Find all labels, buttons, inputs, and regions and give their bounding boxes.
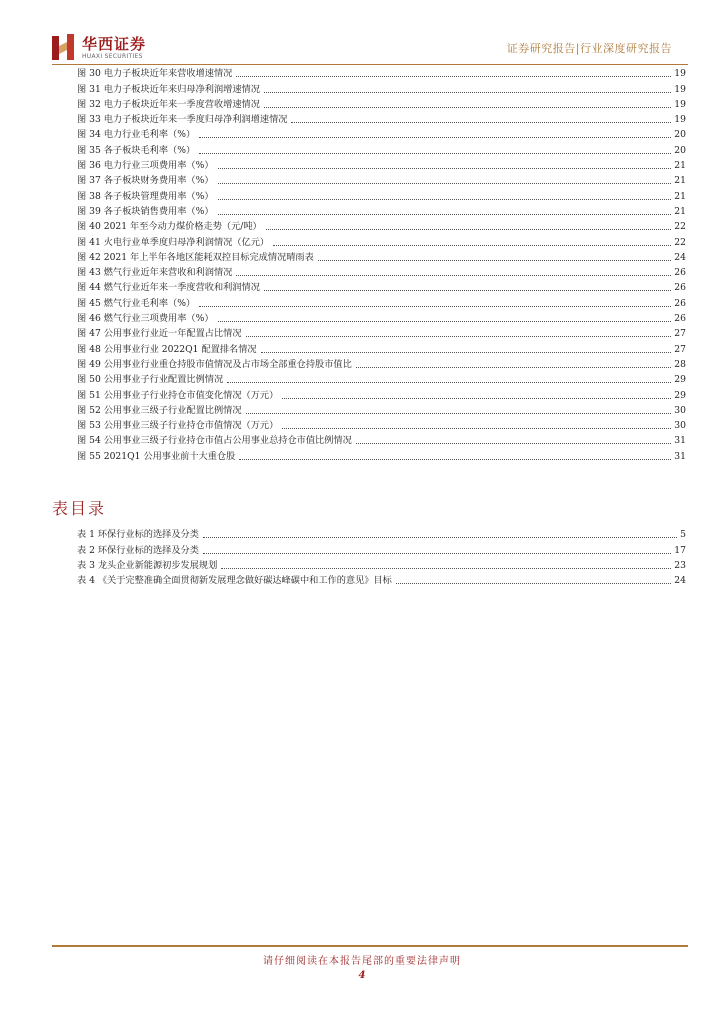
dot-leader — [236, 76, 671, 77]
table-entry[interactable] — [77, 556, 686, 571]
page-header — [52, 30, 672, 64]
legal-notice: 请仔细阅读在本报告尾部的重要法律声明 — [263, 956, 461, 967]
entry-label: 表 3 龙头企业新能源初步发展规划 — [77, 559, 218, 571]
entry-label: 表 4 《关于完整准确全面贯彻新发展理念做好碳达峰碳中和工作的意见》目标 — [77, 575, 392, 587]
tables-section-title: 表目录 — [52, 499, 107, 518]
figure-entry[interactable] — [77, 64, 686, 79]
dot-leader — [218, 168, 672, 169]
entry-label: 图 54 公用事业三级子行业持仓市值占公用事业总持仓市值比例情况 — [77, 435, 352, 447]
dot-leader — [236, 275, 671, 276]
figure-entry[interactable] — [77, 263, 686, 278]
entry-page: 27 — [674, 343, 686, 355]
table-entry[interactable] — [77, 525, 686, 540]
figure-entry[interactable] — [77, 171, 686, 186]
figure-entry[interactable] — [77, 125, 686, 140]
dot-leader — [246, 336, 672, 337]
entry-label: 表 2 环保行业标的选择及分类 — [77, 544, 199, 556]
figure-entry[interactable] — [77, 232, 686, 247]
entry-label: 图 30 电力子板块近年来营收增速情况 — [77, 68, 233, 80]
figure-list — [77, 64, 686, 462]
entry-label: 图 45 燃气行业毛利率（%） — [77, 297, 196, 309]
entry-label: 表 1 环保行业标的选择及分类 — [77, 529, 199, 541]
figure-entry[interactable] — [77, 416, 686, 431]
figure-entry[interactable] — [77, 140, 686, 155]
entry-page: 24 — [674, 575, 686, 587]
entry-page: 17 — [674, 544, 686, 556]
figure-entry[interactable] — [77, 186, 686, 201]
entry-label: 图 36 电力行业三项费用率（%） — [77, 160, 214, 172]
figure-entry[interactable] — [77, 95, 686, 110]
entry-page: 22 — [674, 221, 686, 233]
dot-leader — [291, 122, 671, 123]
figure-entry[interactable] — [77, 293, 686, 308]
dot-leader — [261, 352, 672, 353]
entry-page: 27 — [674, 328, 686, 340]
entry-label: 图 31 电力子板块近年来归母净利润增速情况 — [77, 83, 260, 95]
figure-entry[interactable] — [77, 446, 686, 461]
figure-entry[interactable] — [77, 385, 686, 400]
dot-leader — [227, 382, 671, 383]
dot-leader — [356, 367, 672, 368]
dot-leader — [396, 583, 671, 584]
entry-page: 28 — [674, 358, 686, 370]
figure-entry[interactable] — [77, 370, 686, 385]
entry-page: 20 — [674, 129, 686, 141]
entry-page: 19 — [674, 114, 686, 126]
entry-page: 19 — [674, 83, 686, 95]
logo-text-en: HUAXI SECURITIES — [82, 53, 143, 60]
entry-page: 26 — [674, 282, 686, 294]
entry-label: 图 55 2021Q1 公用事业前十大重仓股 — [77, 450, 236, 462]
dot-leader — [203, 537, 677, 538]
entry-page: 26 — [674, 267, 686, 279]
entry-page: 20 — [674, 144, 686, 156]
dot-leader — [199, 306, 671, 307]
dot-leader — [264, 290, 671, 291]
figure-entry[interactable] — [77, 339, 686, 354]
dot-leader — [266, 229, 672, 230]
entry-label: 图 35 各子板块毛利率（%） — [77, 144, 196, 156]
dot-leader — [203, 553, 671, 554]
entry-label: 图 42 2021 年上半年各地区能耗双控目标完成情况晴雨表 — [77, 251, 314, 263]
dot-leader — [282, 428, 671, 429]
dot-leader — [264, 107, 671, 108]
entry-label: 图 41 火电行业单季度归母净利润情况（亿元） — [77, 236, 270, 248]
entry-label: 图 32 电力子板块近年来一季度营收增速情况 — [77, 98, 260, 110]
entry-label: 图 43 燃气行业近年来营收和利润情况 — [77, 267, 233, 279]
entry-label: 图 52 公用事业三级子行业配置比例情况 — [77, 404, 242, 416]
dot-leader — [218, 183, 672, 184]
entry-page: 31 — [674, 435, 686, 447]
report-type: 证券研究报告|行业深度研究报告 — [506, 42, 672, 55]
entry-page: 19 — [674, 68, 686, 80]
figure-entry[interactable] — [77, 202, 686, 217]
figure-entry[interactable] — [77, 79, 686, 94]
entry-page: 23 — [674, 559, 686, 571]
entry-label: 图 38 各子板块管理费用率（%） — [77, 190, 214, 202]
entry-page: 30 — [674, 404, 686, 416]
entry-page: 22 — [674, 236, 686, 248]
entry-label: 图 39 各子板块销售费用率（%） — [77, 205, 214, 217]
figure-entry[interactable] — [77, 156, 686, 171]
dot-leader — [199, 137, 671, 138]
dot-leader — [218, 321, 672, 322]
figure-entry[interactable] — [77, 355, 686, 370]
entry-label: 图 44 燃气行业近年来一季度营收和利润情况 — [77, 282, 260, 294]
figure-entry[interactable] — [77, 324, 686, 339]
figure-entry[interactable] — [77, 110, 686, 125]
dot-leader — [282, 398, 671, 399]
dot-leader — [264, 92, 671, 93]
page-number: 4 — [358, 970, 366, 981]
entry-label: 图 33 电力子板块近年来一季度归母净利润增速情况 — [77, 114, 288, 126]
entry-label: 图 37 各子板块财务费用率（%） — [77, 175, 214, 187]
entry-page: 21 — [674, 190, 686, 202]
entry-page: 26 — [674, 313, 686, 325]
dot-leader — [356, 443, 672, 444]
entry-label: 图 51 公用事业子行业持仓市值变化情况（万元） — [77, 389, 279, 401]
dot-leader — [218, 199, 672, 200]
footer-divider — [52, 945, 688, 947]
logo-text-cn: 华西证券 — [82, 35, 147, 53]
figure-entry[interactable] — [77, 248, 686, 263]
entry-label: 图 46 燃气行业三项费用率（%） — [77, 313, 214, 325]
entry-page: 21 — [674, 160, 686, 172]
entry-page: 29 — [674, 389, 686, 401]
entry-page: 21 — [674, 175, 686, 187]
entry-page: 31 — [674, 450, 686, 462]
figure-entry[interactable] — [77, 431, 686, 446]
entry-page: 5 — [680, 529, 686, 541]
dot-leader — [246, 413, 672, 414]
dot-leader — [273, 245, 671, 246]
entry-label: 图 49 公用事业行业重仓持股市值情况及占市场全部重仓持股市值比 — [77, 358, 352, 370]
dot-leader — [218, 214, 672, 215]
entry-page: 26 — [674, 297, 686, 309]
huaxi-logo-icon — [52, 34, 76, 60]
entry-label: 图 40 2021 年至今动力煤价格走势（元/吨） — [77, 221, 262, 233]
entry-label: 图 34 电力行业毛利率（%） — [77, 129, 196, 141]
entry-page: 29 — [674, 374, 686, 386]
dot-leader — [221, 568, 671, 569]
figure-entry[interactable] — [77, 309, 686, 324]
entry-page: 24 — [674, 251, 686, 263]
figure-entry[interactable] — [77, 401, 686, 416]
table-list — [77, 525, 686, 586]
entry-label: 图 50 公用事业子行业配置比例情况 — [77, 374, 224, 386]
dot-leader — [318, 260, 672, 261]
entry-page: 21 — [674, 205, 686, 217]
entry-page: 19 — [674, 98, 686, 110]
table-entry[interactable] — [77, 540, 686, 555]
figure-entry[interactable] — [77, 217, 686, 232]
entry-label: 图 47 公用事业行业近一年配置占比情况 — [77, 328, 242, 340]
dot-leader — [239, 459, 671, 460]
entry-page: 30 — [674, 420, 686, 432]
entry-label: 图 53 公用事业三级子行业持仓市值情况（万元） — [77, 420, 279, 432]
dot-leader — [199, 153, 671, 154]
figure-entry[interactable] — [77, 278, 686, 293]
entry-label: 图 48 公用事业行业 2022Q1 配置排名情况 — [77, 343, 257, 355]
table-entry[interactable] — [77, 571, 686, 586]
